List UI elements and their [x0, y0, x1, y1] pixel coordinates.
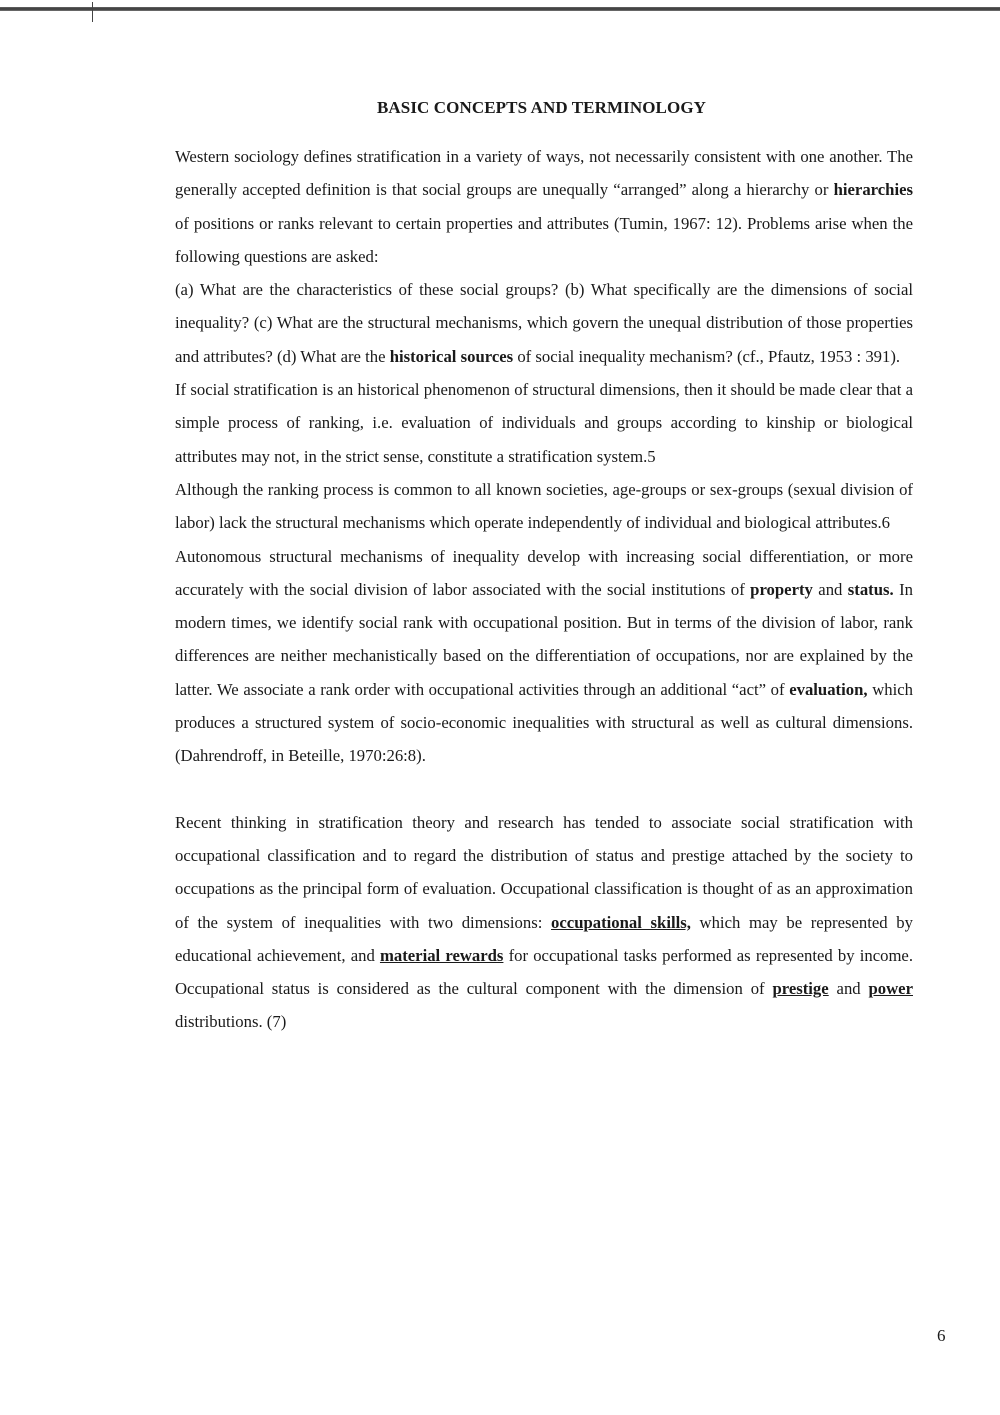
emphasized-term: occupational skills, [551, 912, 691, 932]
page-number: 6 [937, 1326, 946, 1345]
paragraph-text: which produces a structured system of socio-economic inequalities with structural as well as cultural dimensions. (Dahrendroff, in Beteille, 1970:26:8). [175, 679, 913, 766]
emphasized-term: prestige [772, 979, 829, 999]
paragraph-text: In modern times, we identify social rank with occupational position. But in terms of the division of labor, rank differences are neither mechanistically based on the differentiation of occupations, nor are explained by the latter. We associate a rank order with occupational activities through an additional “act” of [175, 579, 913, 699]
paragraph-text: and [812, 579, 848, 599]
paragraph-text: which may be represented by educational achievement, and [175, 912, 913, 965]
paragraph-text: Autonomous structural mechanisms of inequality develop with increasing social differentiation, or more accurately with the social division of labor associated with the social institutions of [175, 546, 913, 599]
paragraph-text: for occupational tasks performed as represented by income. Occupational status is considered as the cultural component with the dimension of [175, 945, 913, 999]
emphasized-term: property [750, 579, 813, 599]
scan-border-line [0, 7, 1000, 11]
paragraph [175, 540, 913, 773]
paragraph [175, 140, 913, 273]
page-title: BASIC CONCEPTS AND TERMINOLOGY [376, 98, 707, 117]
paragraph [175, 473, 913, 540]
paragraph-text: (a) What are the characteristics of these social groups? (b) What specifically are the dimensions of social inequality? (c) What are the structural mechanisms, which govern the unequal distribution of those properties and attributes? (d) What are the [175, 280, 913, 366]
emphasized-term: evaluation, [789, 679, 868, 699]
paragraph [175, 373, 913, 473]
emphasized-term: status. [847, 579, 894, 599]
paragraph-text: of social inequality mechanism? (cf., Pfautz, 1953 : 391). [513, 346, 901, 366]
paragraph-text: of positions or ranks relevant to certain properties and attributes (Tumin, 1967: 12). Problems arise when the following questions are asked: [175, 213, 913, 266]
document-body [175, 140, 913, 1039]
paragraph-text: Recent thinking in stratification theory and research has tended to associate social stratification with occupational classification and to regard the distribution of status and prestige attached by the society to occupations as the principal form of evaluation. Occupational classification is thought of as an approximation of the system of inequalities with two dimensions: [175, 812, 913, 932]
scan-border-tick [92, 2, 93, 22]
emphasized-term: material rewards [379, 945, 504, 965]
emphasized-term: hierarchies [833, 180, 913, 200]
emphasized-term: historical sources [389, 346, 514, 366]
paragraph [175, 806, 913, 1039]
emphasized-term: power [868, 979, 913, 999]
paragraph-text: Although the ranking process is common to all known societies, age-groups or sex-groups (sexual division of labor) lack the structural mechanisms which operate independently of individual and biological attributes.6 [175, 479, 913, 533]
paragraph-text: Western sociology defines stratification in a variety of ways, not necessarily consistent with one another. The generally accepted definition is that social groups are unequally “arranged” along a hierarchy or [175, 147, 913, 200]
paragraph-text: distributions. (7) [175, 1012, 287, 1032]
paragraph [175, 273, 913, 373]
paragraph-text: and [828, 979, 869, 999]
paragraph-text: If social stratification is an historical phenomenon of structural dimensions, then it should be made clear that a simple process of ranking, i.e. evaluation of individuals and groups according to kinship or biological attributes may not, in the strict sense, constitute a stratification system.5 [175, 380, 913, 466]
